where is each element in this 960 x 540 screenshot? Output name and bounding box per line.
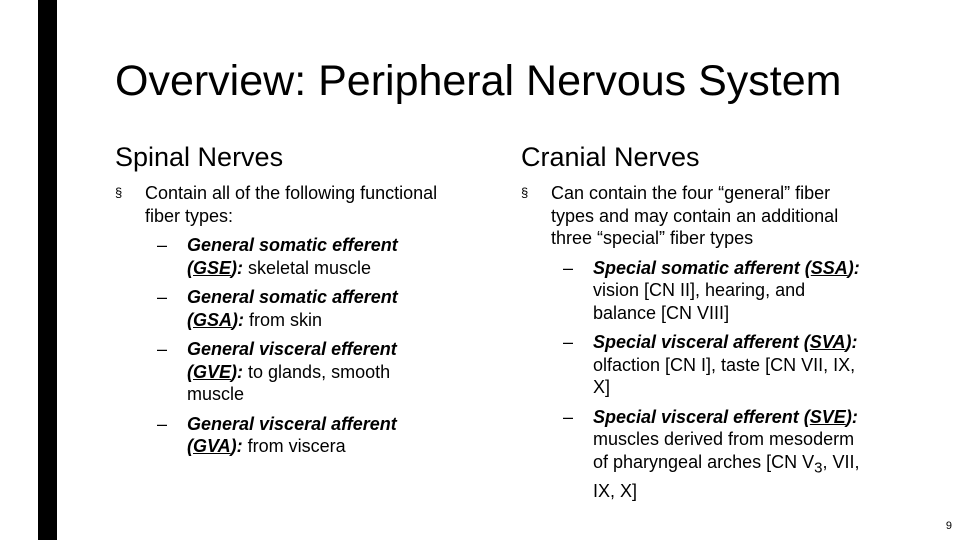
slide-title: Overview: Peripheral Nervous System <box>115 57 842 105</box>
spinal-nerves-column <box>115 140 445 465</box>
fiber-description: vision [CN II], hearing, and balance [CN VIII] <box>593 280 806 323</box>
dash-bullet-icon: – <box>157 235 168 255</box>
spinal-intro-bullet <box>115 182 445 227</box>
spinal-nerves-heading: Spinal Nerves <box>115 142 284 172</box>
list-item <box>563 257 866 325</box>
cranial-nerves-heading: Cranial Nerves <box>521 142 700 172</box>
cranial-nerves-column <box>521 140 866 509</box>
fiber-abbreviation: GSE <box>193 257 232 278</box>
list-item <box>157 338 445 406</box>
fiber-abbreviation: GVE <box>193 361 232 382</box>
fiber-description: from viscera <box>242 436 346 456</box>
square-bullet-icon: § <box>521 185 529 200</box>
subscript-number: 3 <box>814 459 823 477</box>
fiber-term: Special visceral afferent (SVA): <box>593 332 858 352</box>
fiber-term: General somatic efferent (GSE): <box>187 235 398 278</box>
fiber-term: Special visceral efferent (SVE): <box>593 406 858 427</box>
spinal-fiber-list <box>115 234 445 458</box>
list-item <box>157 234 445 279</box>
fiber-description: from skin <box>244 309 323 330</box>
fiber-description: olfaction [CN I], taste [CN VII, IX, X] <box>593 354 856 397</box>
fiber-abbreviation: GVA <box>193 436 231 456</box>
fiber-description: to glands, smooth muscle <box>187 361 391 404</box>
cranial-fiber-list <box>521 257 866 503</box>
list-item <box>157 413 445 458</box>
dash-bullet-icon: – <box>563 332 574 352</box>
spinal-intro-text: Contain all of the following functional fiber types: <box>145 183 438 226</box>
list-item <box>563 331 866 399</box>
fiber-term: General somatic afferent (GSA): <box>187 287 398 330</box>
list-item <box>563 406 866 503</box>
fiber-description: muscles derived from mesoderm of pharyngeal arches [CN $V_3$, VII, IX, X] <box>593 429 860 501</box>
square-bullet-icon: § <box>115 185 123 200</box>
fiber-term: Special somatic afferent (SSA): <box>593 257 860 278</box>
fiber-abbreviation: SVA <box>809 332 846 352</box>
dash-bullet-icon: – <box>157 339 168 359</box>
list-item <box>157 286 445 331</box>
dash-bullet-icon: – <box>157 287 168 307</box>
dash-bullet-icon: – <box>157 413 168 434</box>
fiber-abbreviation: GSA <box>193 309 233 330</box>
cranial-intro-text: Can contain the four “general” fiber types and may contain an additional three “special” fiber types <box>551 183 839 248</box>
page-number: 9 <box>945 520 952 532</box>
fiber-term: General visceral afferent (GVA): <box>187 413 397 456</box>
cranial-intro-bullet <box>521 182 866 250</box>
fiber-abbreviation: SVE <box>809 406 846 427</box>
fiber-abbreviation: SSA <box>810 257 848 278</box>
decorative-left-bar <box>38 0 57 540</box>
fiber-term: General visceral efferent (GVE): <box>187 339 397 382</box>
fiber-description: skeletal muscle <box>243 257 372 278</box>
dash-bullet-icon: – <box>563 406 574 427</box>
dash-bullet-icon: – <box>563 257 574 278</box>
